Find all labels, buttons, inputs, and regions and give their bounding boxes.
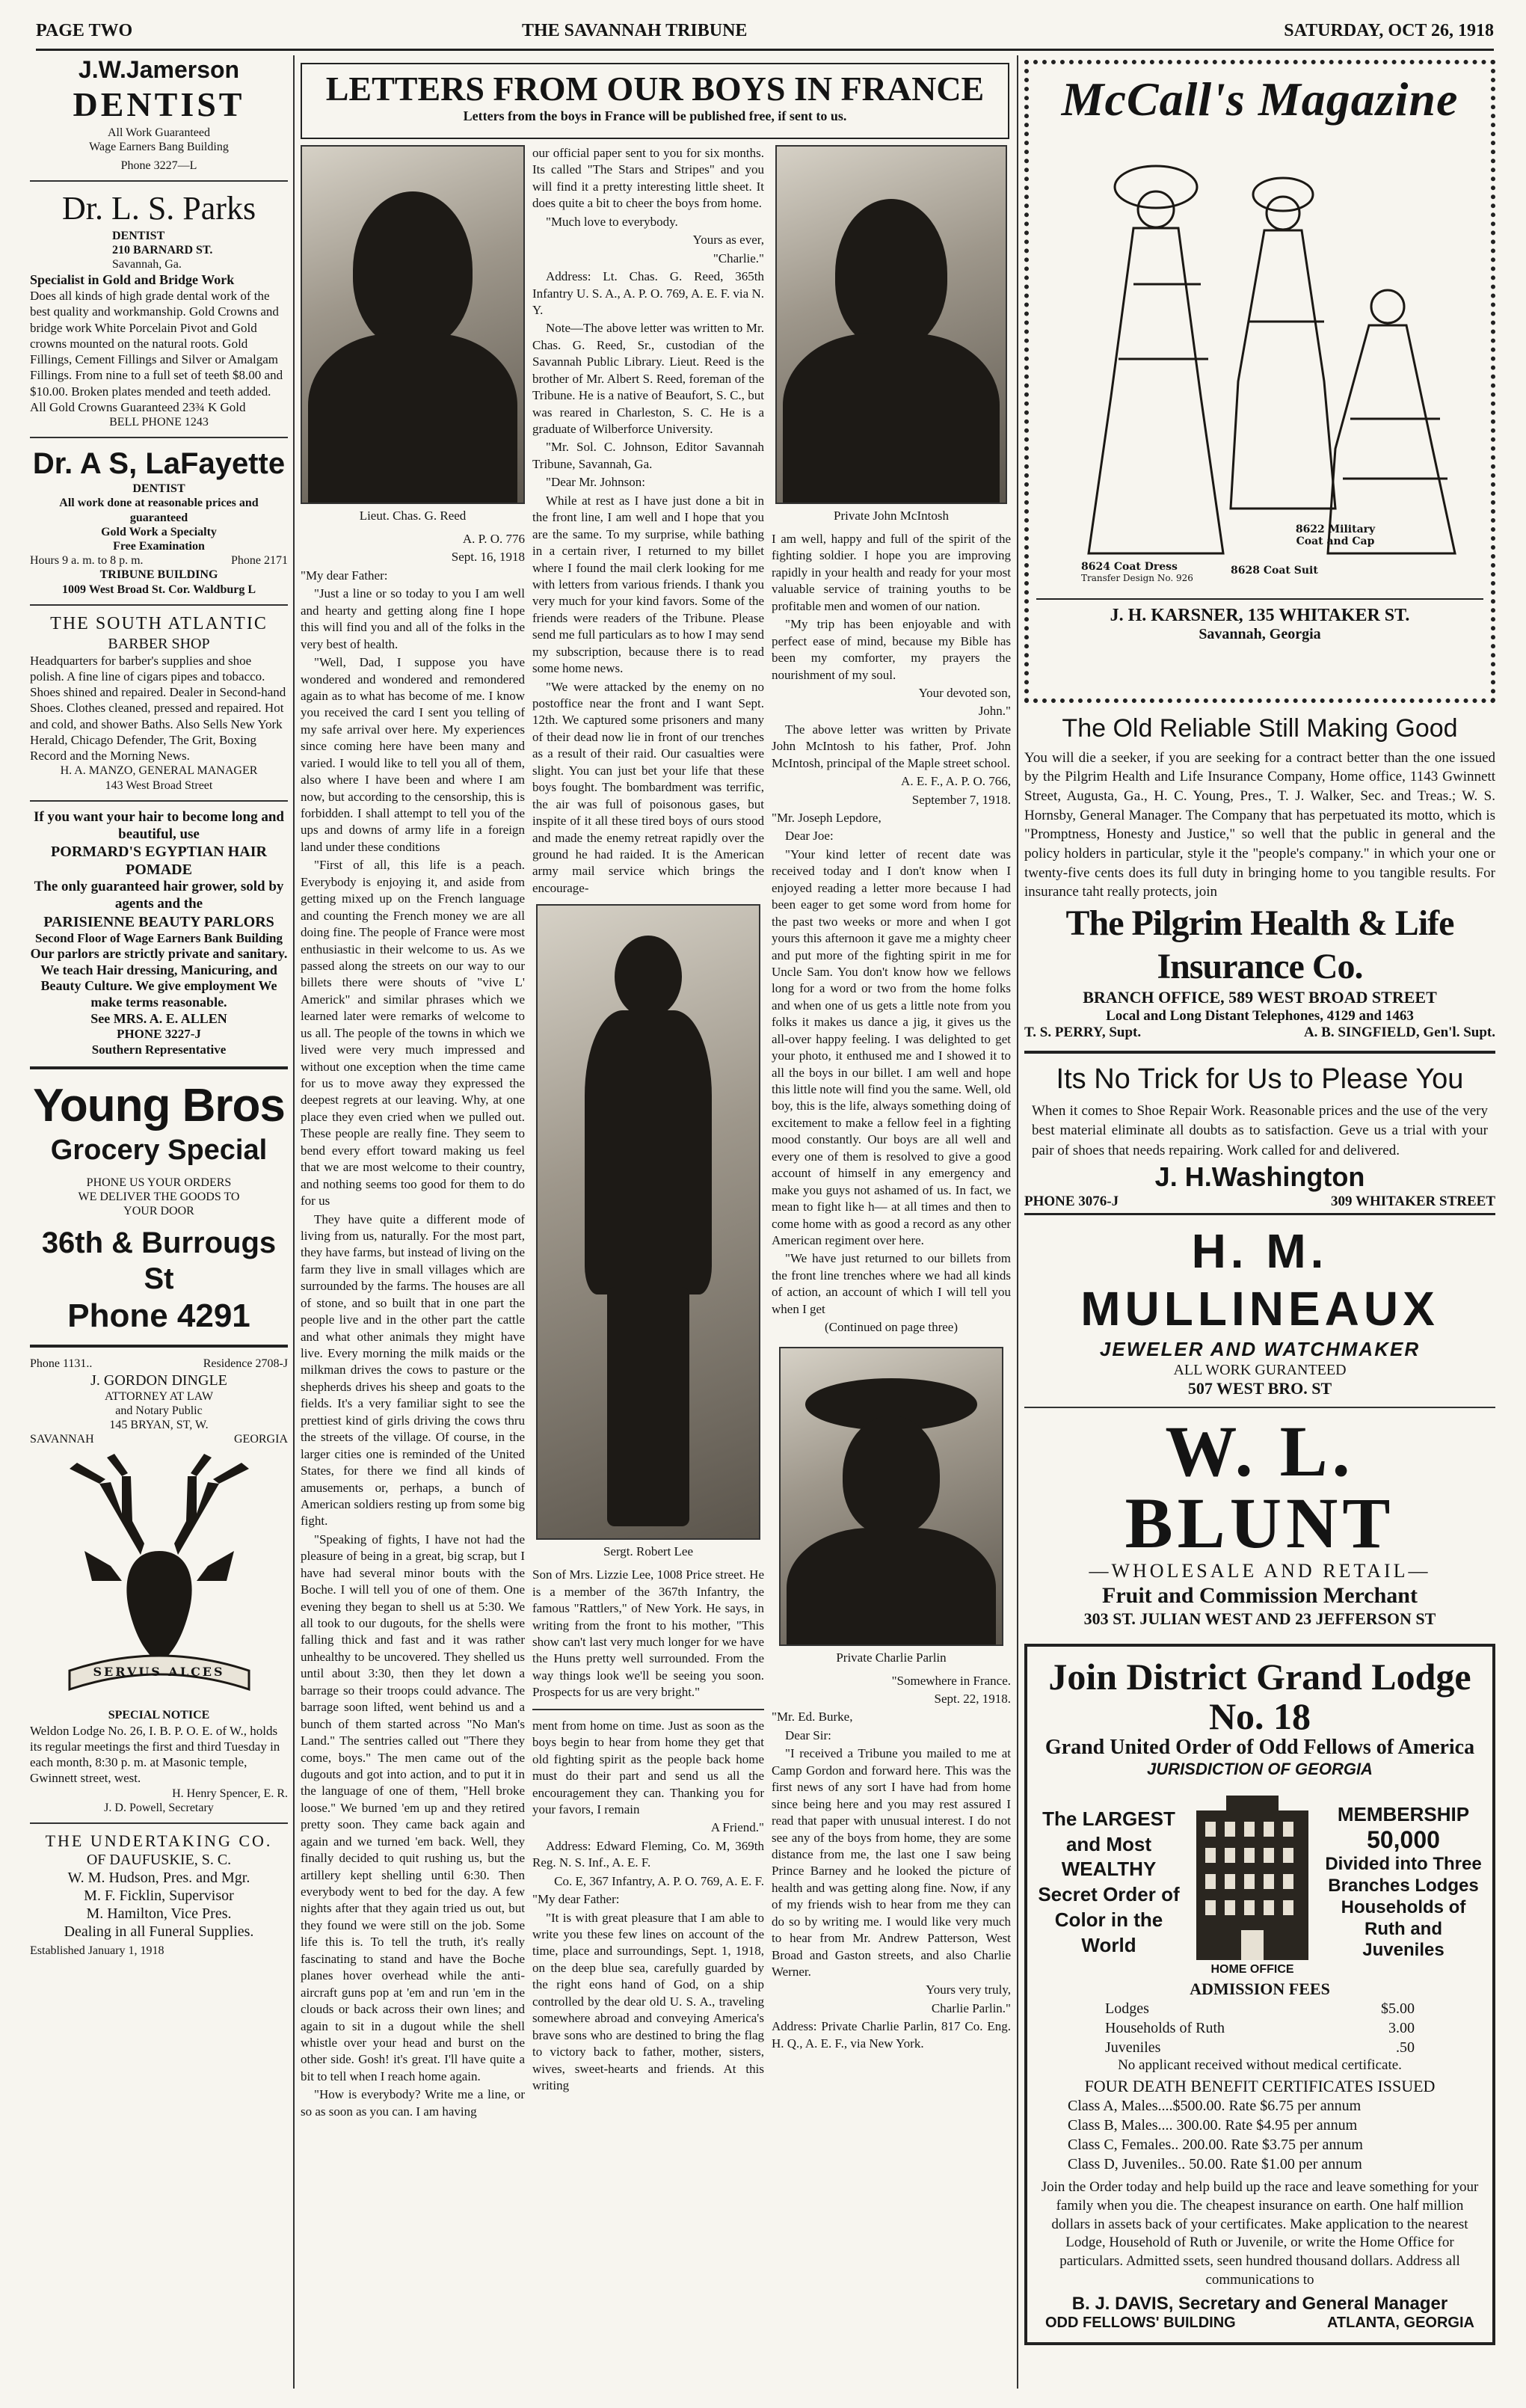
ad-headline: The Old Reliable Still Making Good (1062, 714, 1458, 743)
building-icon (1181, 1788, 1323, 1960)
ad-headline: Its No Trick for Us to Please You (1056, 1063, 1464, 1096)
cert-row: Class A, Males....$500.00. Rate $6.75 per annum (1068, 2098, 1362, 2115)
ad-rep: Southern Representative (91, 1042, 227, 1057)
ad-lafayette (30, 446, 288, 597)
ad-city: SAVANNAH (30, 1433, 94, 1446)
ad-title: JEWELER AND WATCHMAKER (1099, 1338, 1421, 1361)
ad-name: Dr. L. S. Parks (61, 190, 256, 227)
ad-pilgrim (1024, 713, 1495, 1042)
ad-city: Savannah, Ga. (112, 258, 182, 271)
ad-line: M. Hamilton, Vice Pres. (86, 1905, 232, 1923)
ad-pomade (30, 809, 288, 1057)
letter-line: Sept. 16, 1918 (451, 550, 525, 565)
letter-line: "Mr. Joseph Lepdore, (772, 811, 882, 825)
letter-paragraph: "My trip has been enjoyable and with perfect ease of mind, because my Bible has been my comforter, my prayers the nourishment of my soul. (772, 617, 1011, 682)
ad-title: DENTIST (112, 229, 165, 242)
ad-title: ATTORNEY AT LAW (104, 1389, 214, 1403)
ad-line: YOUR DOOR (123, 1205, 194, 1218)
ad-phone: Phone 3227—L (120, 159, 197, 172)
ad-dealer: J. H. KARSNER, 135 WHITAKER ST. (1036, 598, 1483, 626)
letter-continued (532, 145, 764, 897)
letter-line: A Friend." (710, 1820, 764, 1835)
elk-head-icon (40, 1454, 279, 1701)
ad-jamerson (30, 55, 288, 173)
letters-header (301, 63, 1009, 139)
fee-label: Juveniles (1105, 2039, 1161, 2057)
divider (30, 1066, 288, 1069)
ads-column-left (30, 55, 288, 1958)
letters-subtitle: Letters from the boys in France will be published free, if sent to us. (463, 108, 847, 123)
ad-name: Join District Grand Lodge No. 18 (1048, 1656, 1471, 1737)
ad-contact: B. J. DAVIS, Secretary and General Manager (1071, 2294, 1448, 2315)
letter-note: Note—The above letter was written to Mr. Chas. G. Reed, Sr., custodian of the Savannah Public Library. Lieut. Reed is the brother of Mr. Albert S. Reed, foreman of the Tribune. He is a native of Beaufort, S. C., but was reared in Charleston, S. C. He is a graduate of Wilberforce University. (532, 321, 764, 436)
fashion-illustration (1036, 135, 1483, 583)
ad-body: Weldon Lodge No. 26, I. B. P. O. E. of W., holds its regular meetings the first and third Tuesday in each month, 8:30 p. m. at Masonic temple, Gwinnett street, west. (30, 1723, 280, 1786)
ad-note: No applicant received without medical certificate. (1118, 2057, 1402, 2074)
fees-list (1038, 1999, 1482, 2057)
letter-line: A. P. O. 776 (462, 532, 525, 546)
letter-line: Your devoted son, (918, 685, 1011, 700)
ad-line: ALL WORK GURANTEED (1173, 1362, 1347, 1379)
fee-row (1105, 1999, 1415, 2018)
ad-blunt (1024, 1410, 1495, 1630)
ad-elks-notice (30, 1708, 288, 1815)
ad-specialty: Specialist in Gold and Bridge Work (30, 271, 235, 287)
ad-title: DENTIST (73, 85, 245, 124)
letter-address: Address: Edward Fleming, Co. M, 369th Reg. N. S. Inf., A. E. F. (532, 1838, 764, 1870)
cert-row: Class B, Males.... 300.00. Rate $4.95 per annum (1068, 2117, 1358, 2134)
letter-line: Dear Joe: (785, 829, 834, 844)
continued-note: (Continued on page three) (825, 1320, 958, 1335)
letter-line: Co. E, 367 Infantry, A. P. O. 769, A. E. F. (554, 1873, 764, 1888)
letter-line: Yours very truly, (926, 1982, 1011, 1997)
photo-parlin (779, 1347, 1003, 1646)
ad-line: Free Examination (113, 540, 205, 553)
masthead (36, 16, 1494, 51)
letter-address: Address: Private Charlie Parlin, 817 Co. Eng. H. Q., A. E. F., via New York. (772, 2019, 1011, 2051)
letter-line: "Mr. Ed. Burke, (772, 1710, 853, 1724)
divider (30, 180, 288, 182)
letters-column-b (532, 145, 764, 2095)
ad-phone: Phone 2171 (231, 554, 288, 568)
caption-lee: Sergt. Robert Lee (603, 1544, 694, 1559)
letter-reed (301, 531, 525, 2120)
divider (30, 1345, 288, 1348)
ad-line: Wage Earners Bang Building (89, 140, 229, 153)
ad-body: Join the Order today and help build up the race and leave something for your family when you die. The cheapest insurance on earth. One half million dollars in assets back of your certificates. Make application to the nearest Lodge, Household of Ruth or Juvenile, or write the Home Office for particulars. Admitted ssets, seen hundred thousand dollars. Address all communications to (1041, 2179, 1479, 2288)
divider (30, 604, 288, 606)
ad-intro: If you want your hair to become long and beautiful, use (34, 808, 284, 842)
letter-paragraph: our official paper sent to you for six months. Its called "The Stars and Stripes" and you will find it a pretty interesting little sheet. It does quite a bit to cheer the boys from home. (532, 146, 764, 211)
letter-line: September 7, 1918. (911, 792, 1011, 807)
ad-phone: BELL PHONE 1243 (109, 416, 209, 429)
letter-line: "Somewhere in France. (891, 1673, 1011, 1688)
ad-line: M. F. Ficklin, Supervisor (84, 1888, 234, 1905)
ad-name: THE UNDERTAKING CO. (45, 1831, 273, 1850)
ad-young-bros (30, 1078, 288, 1336)
letter-paragraph: "Your kind letter of recent date was received today and I don't know when I enjoyed reading a letter more because I had been eager to get some word from home for the past two weeks or more and when I got yours this afternoon it gave me a mighty cheer and put more of the fighting spirit in me for Uncle Sam. You don't know how we fellows long for a word or two from the home folks and when one of us gets a little note from you folks it makes us dance a jig, it gives us the all-over happy feeling. I was delighted to get your photo, it enthused me and I showed it to all the boys in our billet. I am well and hope this little note will find you the same. Well, old boy, this is the life, always something doing of excitement to make a fellow feel in a fighting mood constantly. Our boys are all well and every one of them is resolved to give a good account of himself in any emergency and make you guys not ashamed of us. In fact, we mean to fight like h— at all times and then to come home with as good a record as any other American regiment over here. (772, 847, 1011, 1247)
letter-line: "Much love to everybody. (546, 214, 678, 229)
ad-name: J. GORDON DINGLE (90, 1372, 227, 1389)
ad-line: All work done at reasonable prices and guaranteed (59, 497, 259, 524)
page-number: PAGE TWO (36, 21, 133, 40)
ad-contact: See MRS. A. E. ALLEN (90, 1010, 227, 1026)
ad-dingle (30, 1357, 288, 1446)
fig-caption: 8628 Coat Suit (1231, 565, 1318, 577)
ad-address: 210 BARNARD ST. (112, 244, 213, 257)
ad-signature: H. Henry Spencer, E. R. (172, 1787, 288, 1800)
ad-membership-count: 50,000 (1367, 1826, 1440, 1854)
ad-name: PORMARD'S EGYPTIAN HAIR POMADE (51, 844, 267, 879)
ad-name: THE SOUTH ATLANTIC (50, 613, 268, 633)
letter-line: "My dear Father: (532, 1892, 620, 1907)
fee-value: $5.00 (1381, 2000, 1415, 2018)
letter-line: Yours as ever, (692, 233, 764, 248)
ad-title: BARBER SHOP (108, 635, 210, 652)
ad-officer: T. S. PERRY, Supt. (1024, 1025, 1142, 1041)
lee-text (532, 1567, 764, 1701)
fig-caption: Transfer Design No. 926 (1081, 573, 1193, 583)
ad-name: Young Bros (33, 1080, 285, 1132)
letter-paragraph: I am well, happy and full of the spirit of the fighting soldier. I hope you are improving rapidly in your health and ready for your most valuable service of training youths to be profitable men and women of our nation. (772, 532, 1011, 613)
ad-name: H. M. MULLINEAUX (1080, 1224, 1439, 1336)
caption-reed: Lieut. Chas. G. Reed (359, 509, 467, 523)
issue-date: SATURDAY, OCT 26, 1918 (1284, 21, 1494, 40)
divider (1024, 1051, 1495, 1054)
ad-washington (1024, 1063, 1495, 1215)
ad-manager: H. A. MANZO, GENERAL MANAGER (60, 764, 258, 778)
ad-line: W. M. Hudson, Pres. and Mgr. (67, 1870, 250, 1887)
letter-line: "Mr. Sol. C. Johnson, Editor Savannah Tribune, Savannah, Ga. (532, 440, 764, 471)
ad-phone: Residence 2708-J (203, 1357, 288, 1371)
letter-paragraph: They have quite a different mode of living from us, naturally. For the most part, they have farms, but instead of living on the farm they live in small villages which are surrounded by the farms. The houses are all of stone, and so built that in one part the people live and in the other part the cattle and what other animals they might have live. Every morning the milk maids or the milkman drives the cows to pasture or the shepherds drives his sheep and goats to the fields. It's a very familiar sight to see the prettiest kind of girls driving the cows thru the streets of the village. Of course, in the larger cities one is reminded of the United States, for there we find all kinds of amusements or, perhaps, a bunch of American soldiers resting up from some big fight. (301, 1211, 525, 1529)
ad-parks (30, 189, 288, 429)
ad-title: OF DAUFUSKIE, S. C. (86, 1852, 232, 1869)
ad-name: The Pilgrim Health & Life Insurance Co. (1065, 903, 1454, 986)
ad-address: 143 West Broad Street (105, 778, 213, 792)
ad-officer: A. B. SINGFIELD, Gen'l. Supt. (1303, 1025, 1495, 1041)
letter-paragraph: "Well, Dad, I suppose you have wondered and wondered and remondered again as to what has become of me. I know you received the card I sent you telling of my safe arrival over here. My experiences since coming here have been many and varied. I would like to tell you all of them, also where I have been and where I am now, but according to the censorship, this is forbidden. I shall attempt to tell you of the ups and downs of army life in a foreign land under these conditions (301, 655, 525, 854)
letter-mcintosh (772, 531, 1011, 1336)
ad-state: GEORGIA (234, 1433, 288, 1446)
ad-membership-title: MEMBERSHIP (1337, 1803, 1470, 1826)
ad-fees-title: ADMISSION FEES (1190, 1979, 1330, 1999)
ad-undertaking (30, 1831, 288, 1959)
fee-value: 3.00 (1388, 2020, 1415, 2037)
ad-body: Does all kinds of high grade dental work of the best quality and workmanship. Gold Crowns and bridge work White Porcelain Pivot and Gold crowns mounted on the natural roots. Gold Fillings, Cement Fillings and Silver or Amalgam Fillings. From nine to a full set of teeth $8.00 and $10.00. Broken plates mended and teeth added. All Gold Crowns Guaranteed 23¾ K Gold (30, 289, 283, 414)
cert-row: Class D, Juveniles.. 50.00. Rate $1.00 per annum (1068, 2156, 1362, 2173)
ad-heading: SPECIAL NOTICE (108, 1709, 210, 1722)
ad-address: 507 WEST BRO. ST (1187, 1379, 1332, 1398)
letter-line: John." (978, 704, 1011, 719)
letter-paragraph: "How is everybody? Write me a line, or so as soon as you can. I am having (301, 2087, 525, 2119)
ad-mccall (1024, 60, 1495, 703)
ad-title: Grand United Order of Odd Fellows of America (1044, 1736, 1475, 1760)
letter-fleming (532, 1718, 764, 2095)
ad-certs-title: FOUR DEATH BENEFIT CERTIFICATES ISSUED (1084, 2077, 1436, 2096)
letter-line: Sept. 22, 1918. (934, 1692, 1011, 1706)
ad-address: 1009 West Broad St. Cor. Waldburg L (61, 583, 256, 596)
ad-line: The only guaranteed hair grower, sold by agents and the (34, 879, 284, 912)
fee-value: .50 (1396, 2039, 1415, 2057)
ad-line: and Notary Public (115, 1404, 203, 1417)
ad-line: Gold Work a Specialty (101, 525, 217, 538)
column-rule (1017, 55, 1018, 2389)
fee-label: Lodges (1105, 2000, 1149, 2018)
ad-address: 145 BRYAN, ST, W. (109, 1418, 209, 1431)
letter-paragraph: Son of Mrs. Lizzie Lee, 1008 Price street. He is a member of the 367th Infantry, the famous "Rattlers," of New York. He says, in writing from the front to his mother, "This show can't last very much longer for we have the Huns pretty well surrounded. From the way things look we'll be seeing you soon. Prospects for us are very bright." (532, 1567, 764, 1700)
letter-paragraph: "We have just returned to our billets from the front line trenches where we had all kinds of action, an account of which I will tell you when I get (772, 1251, 1011, 1316)
ad-phone: PHONE 3076-J (1024, 1193, 1119, 1209)
fig-caption: 8624 Coat Dress (1081, 561, 1178, 573)
ad-title: DENTIST (132, 482, 185, 496)
letter-paragraph: "It is with great pleasure that I am able to write you these few lines on account of the time, place and surroundings, Sept. 1, 1918, on the deep blue sea, carefully guarded by the right eons hand of God, on a ship controlled by the dear old U. S. A., traveling somewhere abroad and conveying America's brave sons who are destined to bring the flag to victory back to father, mother, sisters, wives, sweet-hearts and friends. At this writing (532, 1910, 764, 2092)
ad-line: Second Floor of Wage Earners Bank Building (35, 930, 283, 945)
ad-phones: Local and Long Distant Telephones, 4129 and 1463 (1106, 1007, 1414, 1024)
letter-line: "Charlie." (713, 251, 764, 265)
ad-signature: J. D. Powell, Secretary (104, 1801, 214, 1814)
letters-column-a (301, 145, 525, 2122)
ad-slogan: The LARGEST and Most WEALTHY Secret Order of Color in the World (1038, 1807, 1180, 1956)
photo-mcintosh (775, 145, 1007, 504)
ad-city: ATLANTA, GEORGIA (1326, 2315, 1474, 2332)
column-rule (293, 55, 295, 2389)
ad-name: J.W.Jamerson (78, 56, 240, 83)
ad-jurisdiction: JURISDICTION OF GEORGIA (1147, 1760, 1373, 1779)
letter-parlin (772, 1673, 1011, 2053)
photo-reed (301, 145, 525, 504)
ad-branch: BRANCH OFFICE, 589 WEST BROAD STREET (1083, 988, 1437, 1007)
ads-column-right (1024, 60, 1495, 2345)
fig-caption: 8622 Military Coat and Cap (1295, 523, 1376, 547)
ad-lodge (1024, 1644, 1495, 2345)
letter-line: Dear Sir: (785, 1727, 831, 1742)
ad-barber (30, 613, 288, 793)
letter-paragraph: "I received a Tribune you mailed to me at Camp Gordon and forward here. This was the first news of any sort I have had from home since being here and you may rest assured I read that paper with unusual interest. I do not see any of the boys from home, they are some distance from me, the last one I saw being Prince Barney and he looked the picture of health and was getting along fine. Now, if any of my friends wish to hear from me they can do so by writing me. I would like very much to hear from Mr. Andrew Patterson, West Broad and Gaston streets, and also Charlie Werner. (772, 1746, 1011, 1979)
letter-note: The above letter was written by Private John McIntosh to his father, Prof. John McIntosh, principal of the Maple street school. (772, 722, 1011, 770)
lodge-building (1180, 1788, 1325, 1977)
fee-row (1105, 2018, 1415, 2038)
divider (30, 800, 288, 802)
letter-paragraph: "First of all, this life is a peach. Everybody is enjoying it, and aside from getting mixed up on the French language and counting the French money we are all doing fine. The people of France were most enthusiastic in their welcome to us. As we passed along the streets on our way to our billets there were shouts of "vive L' Americk" and similar phrases which we learned later were remarks of welcome to us all. The people of the towns in which we lived were very much impressed and without one exception when the time came for us to move away they expressed the deepest regrets at our leaving. Why, at one place they even cried when we pulled out. These people are really fine. They seem to bend every effort toward making us feel that we are most welcome to their country, and nothing seems too good for them to do for us (301, 858, 525, 1208)
ad-title: Grocery Special (50, 1134, 268, 1167)
ad-line: PHONE US YOUR ORDERS (86, 1176, 232, 1190)
letter-paragraph: ment from home on time. Just as soon as the boys begin to hear from home they get that old fighting spirit as the people back home must do their part and send us all the encouragement they can. Thanking you for your favors, I remain (532, 1718, 764, 1816)
letter-paragraph: "Speaking of fights, I have not had the pleasure of being in a great, big scrap, but I have had several minor bouts with the Boche. I will tell you of one of them. One evening they began to shell us at 5:30. We all took to our dugouts, for the shells were falling thick and fast and it was rather unhealthy to be uncovered. They shelled us until about 3:30, then they let down a barrage so their troops could advance. The barrage soon lifted, went behind us and a bunch of them started across "No Man's Land." The sentries called out "There they come, boys." The men came out of the dugouts and got into action, and to put it in the language of one of them, "Hell broke loose." We burned 'em up and they retired pretty soon. They came back again and again and we turned 'em back. Well, they finally decided to quit rushing us, but the artillery kept shelling until 6:30. Then everybody went to bed for the day. A few nights after that they again tried us out, but they found we were still on the job. Some life this is. To tell the truth, it's really fascinating to stand and have the Boche planes hover overhead while the anti-aircraft guns pop at 'em and run 'em in the clouds or back across their own lines; and again to sit in a dugout while the shell whistle over your head and burst on the other side. Gosh! it's great. I'll have quite a bit to tell when I reach home again. (301, 1532, 525, 2083)
ad-phone: Phone 4291 (67, 1297, 250, 1334)
caption-mcintosh: Private John McIntosh (834, 509, 949, 523)
divider (532, 1709, 764, 1710)
fee-row (1105, 2038, 1415, 2057)
ad-parlors: PARISIENNE BEAUTY PARLORS (43, 913, 274, 930)
cert-row: Class C, Females.. 200.00. Rate $3.75 per annum (1068, 2137, 1363, 2154)
ad-address: ODD FELLOWS' BUILDING (1045, 2315, 1236, 2332)
elk-emblem (40, 1454, 279, 1701)
divider (1024, 1407, 1495, 1408)
fashion-figures-icon (1036, 135, 1477, 583)
ad-body: When it comes to Shoe Repair Work. Reasonable prices and the use of the very best material eliminate all doubts as to satisfaction. Geve us a trial with your pair of shoes that needs repairing. Work called for and delivered. (1032, 1102, 1488, 1158)
letter-address: Address: Lt. Chas. G. Reed, 365th Infantry U. S. A., A. P. O. 769, A. E. F. via N. Y. (532, 269, 764, 317)
letter-line: Charlie Parlin." (931, 2000, 1011, 2015)
divider (30, 1822, 288, 1824)
letter-paragraph: "Just a line or so today to you I am well and hearty and getting along fine I hope this will find you and all of the folks in the very best of health. (301, 586, 525, 651)
ad-name: W. L. BLUNT (1124, 1410, 1395, 1563)
ad-body: You will die a seeker, if you are seeking for a contract better than the one issued by the Pilgrim Health and Life Insurance Company, Home office, 1143 Gwinnett Street, Augusta, Ga., H. C. Young, Pres., T. J. Walker, Sec. and Treas.; W. S. Hornsby, General Manager. The Company that has perpetuated its motto, which is "Promptness, Honesty and Justice," so well that the public in general and the policy holders in particular, style it the "people's company." in which your one or twenty-five cents does its full duty in bringing home to you tangible results. For insurance taht really protects, join (1024, 749, 1495, 900)
ad-building: TRIBUNE BUILDING (99, 568, 218, 582)
elk-banner: SERVUS ALCES (93, 1665, 225, 1680)
letter-line: A. E. F., A. P. O. 766, (901, 774, 1011, 789)
letter-line: "My dear Father: (301, 568, 388, 583)
ad-body: Headquarters for barber's supplies and shoe polish. A fine line of cigars pipes and tobacco. Shoes shined and repaired. Dealer in Second-hand Shoes. Clothes cleaned, pressed and repaired. Hot and cold, and shower Baths. Also Sells New York Herald, Chicago Defender, The Grit, Boxing Record and the Morning News. (30, 653, 286, 764)
fee-label: Households of Ruth (1105, 2020, 1225, 2037)
ad-name: J. H.Washington (1154, 1161, 1365, 1193)
caption-parlin: Private Charlie Parlin (836, 1650, 947, 1665)
letters-title: LETTERS FROM OUR BOYS IN FRANCE (325, 70, 985, 108)
ad-hours: Hours 9 a. m. to 8 p. m. (30, 554, 144, 568)
ad-line: Dealing in all Funeral Supplies. (64, 1923, 254, 1941)
letter-paragraph: While at rest as I have just done a bit in the front line, I am well and I hope that you are the same. To my surprise, while bathing in a certain river, I returned to my billet where I found the mail clerk looking for me with letters from various friends. I thank you very much for your kind favors. Some of the friends were readers of the Tribune. Please send me full particulars as to how I may send my subscription, because there is to read some home news. (532, 493, 764, 676)
ad-title: —WHOLESALE AND RETAIL— (1089, 1559, 1431, 1582)
ad-line: Fruit and Commission Merchant (1102, 1582, 1418, 1608)
ad-line: WE DELIVER THE GOODS TO (78, 1191, 240, 1204)
letters-column-c (772, 145, 1011, 2054)
ad-address: 309 WHITAKER STREET (1331, 1193, 1495, 1209)
ad-phone: PHONE 3227-J (117, 1027, 201, 1042)
paper-name: THE SAVANNAH TRIBUNE (522, 21, 748, 40)
certs-list (1038, 2096, 1482, 2174)
ad-name: Dr. A S, LaFayette (32, 447, 286, 481)
divider (30, 437, 288, 438)
ad-phone: Phone 1131.. (30, 1357, 93, 1371)
ad-mullineaux (1024, 1223, 1495, 1398)
ad-address: 36th & Burrougs St (41, 1226, 277, 1295)
ad-established: Established January 1, 1918 (30, 1944, 164, 1958)
ad-name: McCall's Magazine (1061, 73, 1459, 126)
ad-body: Our parlors are strictly private and sanitary. We teach Hair dressing, Manicuring, and Beauty Culture. We give employment We make terms reasonable. (30, 946, 288, 1010)
ad-address: 303 ST. JULIAN WEST AND 23 JEFFERSON ST (1083, 1609, 1436, 1628)
ad-line: All Work Guaranteed (107, 126, 211, 139)
ad-office: HOME OFFICE (1210, 1963, 1294, 1977)
ad-city: Savannah, Georgia (1199, 626, 1321, 642)
photo-lee (536, 904, 760, 1540)
letter-line: "Dear Mr. Johnson: (546, 475, 646, 490)
ad-membership-desc: Divided into Three Branches Lodges Households of Ruth and Juveniles (1325, 1854, 1482, 1961)
letter-paragraph: "We were attacked by the enemy on no postoffice near the front and I want Sept. 12th. We captured some prisoners and many of their dead now lie in front of our trenches as a result of their raid. Our casualties were slight. You can just bet your life that these boys fought. The bombardment was terrific, the air was full of poisonous gases, but inspite of it all these tired boys of ours stood and made the enemy retreat rapidly over the ground he had raided. It is the American army mail service which brings the encourage- (532, 679, 764, 895)
